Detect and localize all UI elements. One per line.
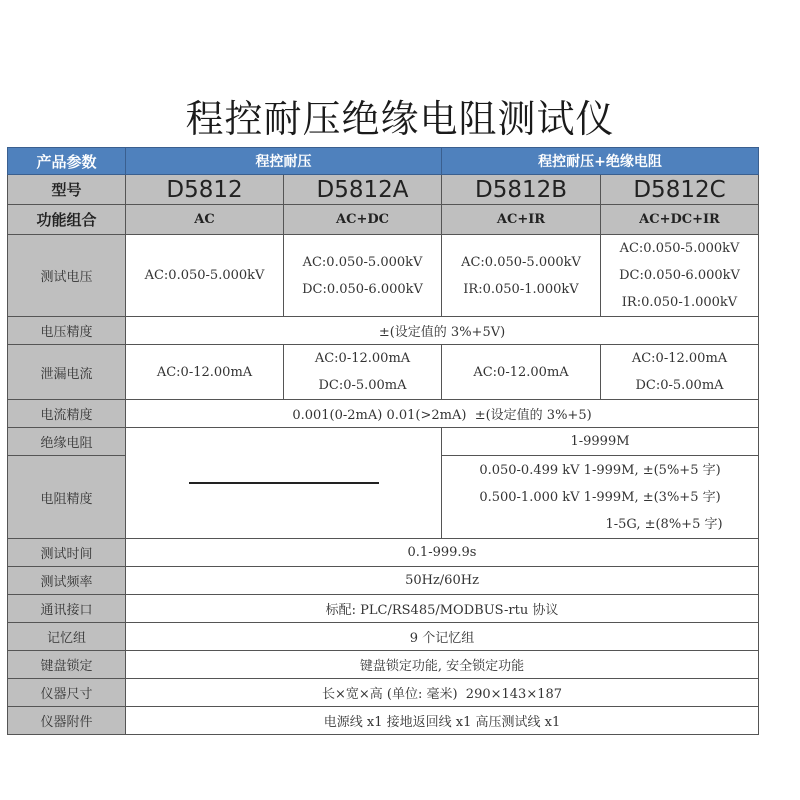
table-row-comm-interface (8, 595, 759, 623)
table-row-leakage-current (8, 345, 759, 400)
model-cell: D5812 (126, 175, 284, 205)
value-line: AC:0.050-5.000kV (302, 254, 423, 270)
model-cell: D5812B (442, 175, 601, 205)
value-line: AC:0.050-5.000kV (144, 268, 265, 283)
row-label: 键盘锁定 (8, 651, 126, 679)
table-row-test-time (8, 539, 759, 567)
header-group-hipot-ir: 程控耐压+绝缘电阻 (442, 148, 759, 175)
value-line: AC:0.050-5.000kV (619, 241, 740, 256)
leakage-cell (284, 345, 442, 400)
table-row-voltage-precision (8, 317, 759, 345)
value-line: DC:0-5.00mA (318, 378, 407, 393)
row-label: 测试电压 (8, 235, 126, 317)
value-line: AC:0-12.00mA (473, 364, 569, 380)
model-cell: D5812C (601, 175, 759, 205)
value-line: AC:0-12.00mA (156, 364, 253, 380)
leakage-cell (126, 345, 284, 400)
row-label: 测试频率 (8, 567, 126, 595)
table-row-current-precision (8, 400, 759, 428)
not-applicable-cell (126, 428, 442, 539)
value-line: AC:0.050-5.000kV (461, 254, 581, 270)
keyboard-lock-value: 键盘锁定功能, 安全锁定功能 (126, 651, 759, 679)
value-line: DC:0.050-6.000kV (302, 281, 423, 297)
test-time-value: 0.1-999.9s (126, 539, 759, 567)
table-row-insulation-resistance (8, 428, 759, 456)
value-line: DC:0-5.00mA (635, 378, 724, 393)
row-label: 绝缘电阻 (8, 428, 126, 456)
header-group-hipot: 程控耐压 (126, 148, 442, 175)
table-row-memory-groups (8, 623, 759, 651)
table-row-test-frequency (8, 567, 759, 595)
test-voltage-cell (126, 235, 284, 317)
table-row-function (8, 205, 759, 235)
row-label: 泄漏电流 (8, 345, 126, 400)
function-cell: AC+DC+IR (601, 205, 759, 235)
row-label: 测试时间 (8, 539, 126, 567)
table-row-accessories (8, 707, 759, 735)
page-title: 程控耐压绝缘电阻测试仪 (185, 97, 615, 141)
table-row-model (8, 175, 759, 205)
resistance-precision-cell (442, 456, 759, 539)
dimensions-value: 长×宽×高 (单位: 毫米) 290×143×187 (126, 679, 759, 707)
value-line: AC:0-12.00mA (314, 351, 411, 366)
accessories-value: 电源线 x1 接地返回线 x1 高压测试线 x1 (126, 707, 759, 735)
leakage-cell (442, 345, 601, 400)
function-cell: AC+IR (442, 205, 601, 235)
value-line: AC:0-12.00mA (631, 351, 728, 366)
table-row-keyboard-lock (8, 651, 759, 679)
table-row-test-voltage (8, 235, 759, 317)
function-cell: AC (126, 205, 284, 235)
row-label: 仪器附件 (8, 707, 126, 735)
row-label: 功能组合 (8, 205, 126, 235)
memory-groups-value: 9 个记忆组 (126, 623, 759, 651)
row-label: 电压精度 (8, 317, 126, 345)
function-cell: AC+DC (284, 205, 442, 235)
row-label: 仪器尺寸 (8, 679, 126, 707)
row-label: 电流精度 (8, 400, 126, 428)
row-label: 型号 (8, 175, 126, 205)
header-label: 产品参数 (8, 148, 126, 175)
value-line: 0.500-1.000 kV 1-999M, ±(3%+5 字) (479, 489, 721, 505)
spec-table (7, 147, 759, 735)
comm-interface-value: 标配: PLC/RS485/MODBUS-rtu 协议 (126, 595, 759, 623)
value-line: 1-5G, ±(8%+5 字) (605, 516, 723, 532)
value-line: IR:0.050-1.000kV (463, 281, 579, 297)
test-voltage-cell (442, 235, 601, 317)
value-line: 0.050-0.499 kV 1-999M, ±(5%+5 字) (479, 462, 721, 478)
voltage-precision-value: ±(设定值的 3%+5V) (126, 317, 759, 345)
value-line: IR:0.050-1.000kV (621, 295, 738, 310)
row-label: 通讯接口 (8, 595, 126, 623)
table-row-dimensions (8, 679, 759, 707)
model-cell: D5812A (284, 175, 442, 205)
test-voltage-cell (284, 235, 442, 317)
value-line: DC:0.050-6.000kV (619, 268, 740, 283)
test-voltage-cell (601, 235, 759, 317)
table-row-header (8, 148, 759, 175)
insulation-resistance-value: 1-9999M (442, 428, 759, 456)
test-frequency-value: 50Hz/60Hz (126, 567, 759, 595)
current-precision-value: 0.001(0-2mA) 0.01(>2mA) ±(设定值的 3%+5) (126, 400, 759, 428)
row-label: 电阻精度 (8, 456, 126, 539)
row-label: 记忆组 (8, 623, 126, 651)
not-applicable-dash (189, 482, 379, 484)
leakage-cell (601, 345, 759, 400)
